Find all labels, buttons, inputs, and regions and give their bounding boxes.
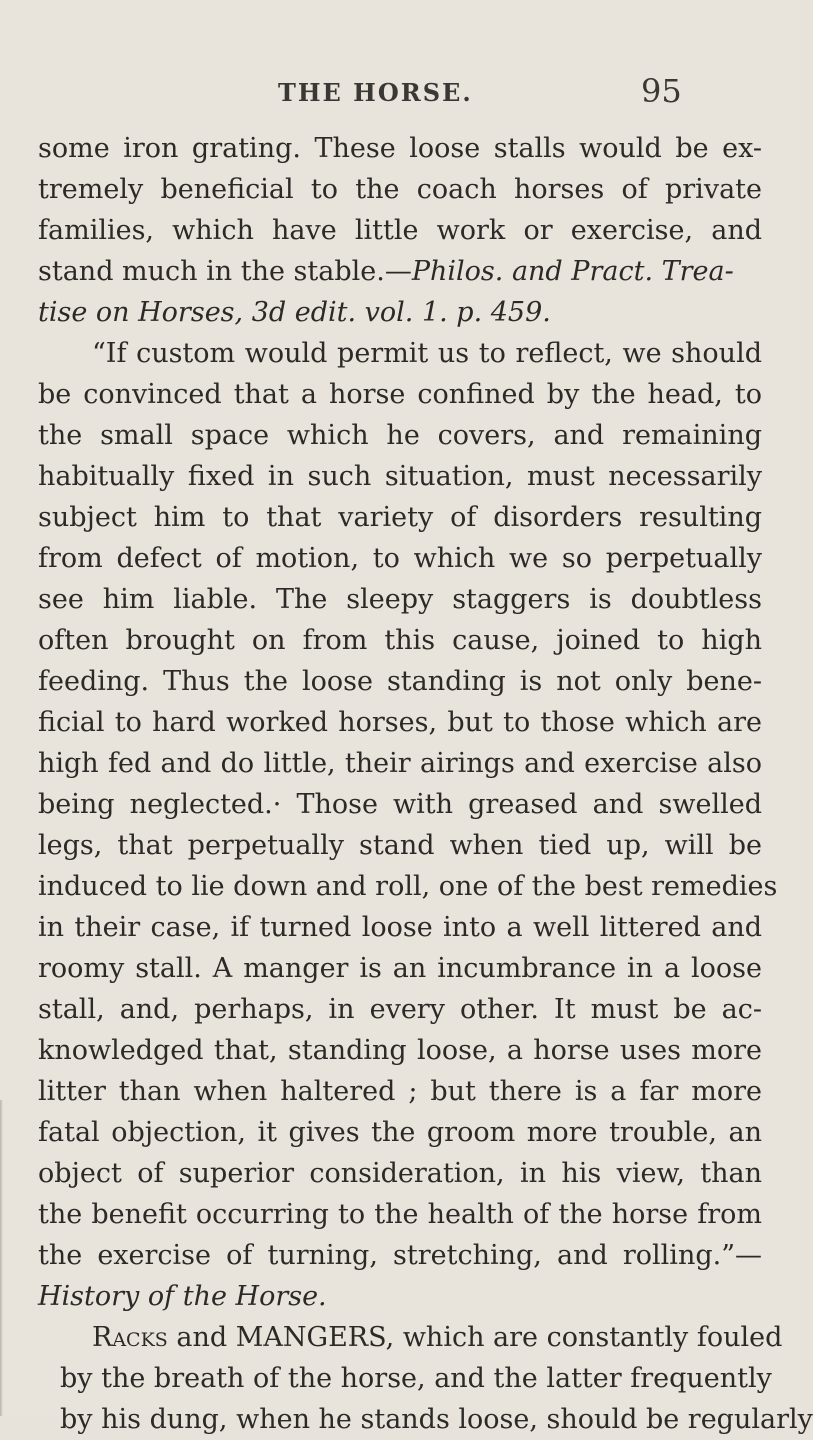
- text-run: stand much in the stable.—: [38, 256, 412, 287]
- text-line: roomy stall. A manger is an incumbrance in a loose: [38, 953, 762, 984]
- text-line: stall, and, perhaps, in every other. It must be ac-: [38, 994, 762, 1025]
- text-line: be convinced that a horse confined by the head, to: [38, 379, 762, 410]
- text-line: [38, 252, 762, 292]
- text-line: by his dung, when he stands loose, should be regularly: [60, 1404, 813, 1435]
- text-line: object of superior consideration, in his view, than: [38, 1158, 762, 1189]
- section-lead: Racks: [92, 1322, 168, 1353]
- text-line: “If custom would permit us to reflect, we should: [92, 338, 762, 369]
- text-line: knowledged that, standing loose, a horse uses more: [38, 1035, 762, 1066]
- text-line: subject him to that variety of disorders resulting: [38, 502, 762, 533]
- text-line: some iron grating. These loose stalls would be ex-: [38, 133, 762, 164]
- text-run: and MANGERS, which are constantly fouled: [167, 1322, 783, 1353]
- text-line: feeding. Thus the loose standing is not only bene-: [38, 666, 762, 697]
- text-line: the exercise of turning, stretching, and rolling.”—: [38, 1240, 762, 1271]
- text-line: by the breath of the horse, and the latter frequently: [60, 1363, 772, 1394]
- page-edge-shadow: [0, 1100, 3, 1416]
- text-line: often brought on from this cause, joined to high: [38, 625, 762, 656]
- text-line: high fed and do little, their airings and exercise also: [38, 748, 762, 779]
- text-line: tremely beneficial to the coach horses of private: [38, 174, 762, 205]
- text-line: families, which have little work or exercise, and: [38, 215, 762, 246]
- text-line: legs, that perpetually stand when tied up, will be: [38, 830, 762, 861]
- text-line: the small space which he covers, and remaining: [38, 420, 762, 451]
- page-number: 95: [641, 72, 682, 110]
- text-line: induced to lie down and roll, one of the best remedies: [38, 871, 778, 902]
- text-line: fatal objection, it gives the groom more trouble, an: [38, 1117, 762, 1148]
- running-title: THE HORSE.: [278, 78, 473, 107]
- text-line: being neglected.· Those with greased and swelled: [38, 789, 762, 820]
- text-line: litter than when haltered ; but there is a far more: [38, 1076, 762, 1107]
- text-line: [38, 1277, 438, 1317]
- text-line: in their case, if turned loose into a well littered and: [38, 912, 762, 943]
- text-line: ficial to hard worked horses, but to those which are: [38, 707, 762, 738]
- text-line: see him liable. The sleepy staggers is doubtless: [38, 584, 762, 615]
- running-head: [0, 72, 800, 118]
- text-line: [38, 293, 598, 333]
- citation: History of the Horse.: [38, 1281, 327, 1312]
- text-line: [92, 1318, 783, 1358]
- text-line: from defect of motion, to which we so perpetually: [38, 543, 762, 574]
- text-line: the benefit occurring to the health of the horse from: [38, 1199, 762, 1230]
- citation: Philos. and Pract. Trea-: [411, 256, 734, 287]
- text-line: habitually fixed in such situation, must necessarily: [38, 461, 762, 492]
- citation: tise on Horses, 3d edit. vol. 1. p. 459.: [38, 297, 551, 328]
